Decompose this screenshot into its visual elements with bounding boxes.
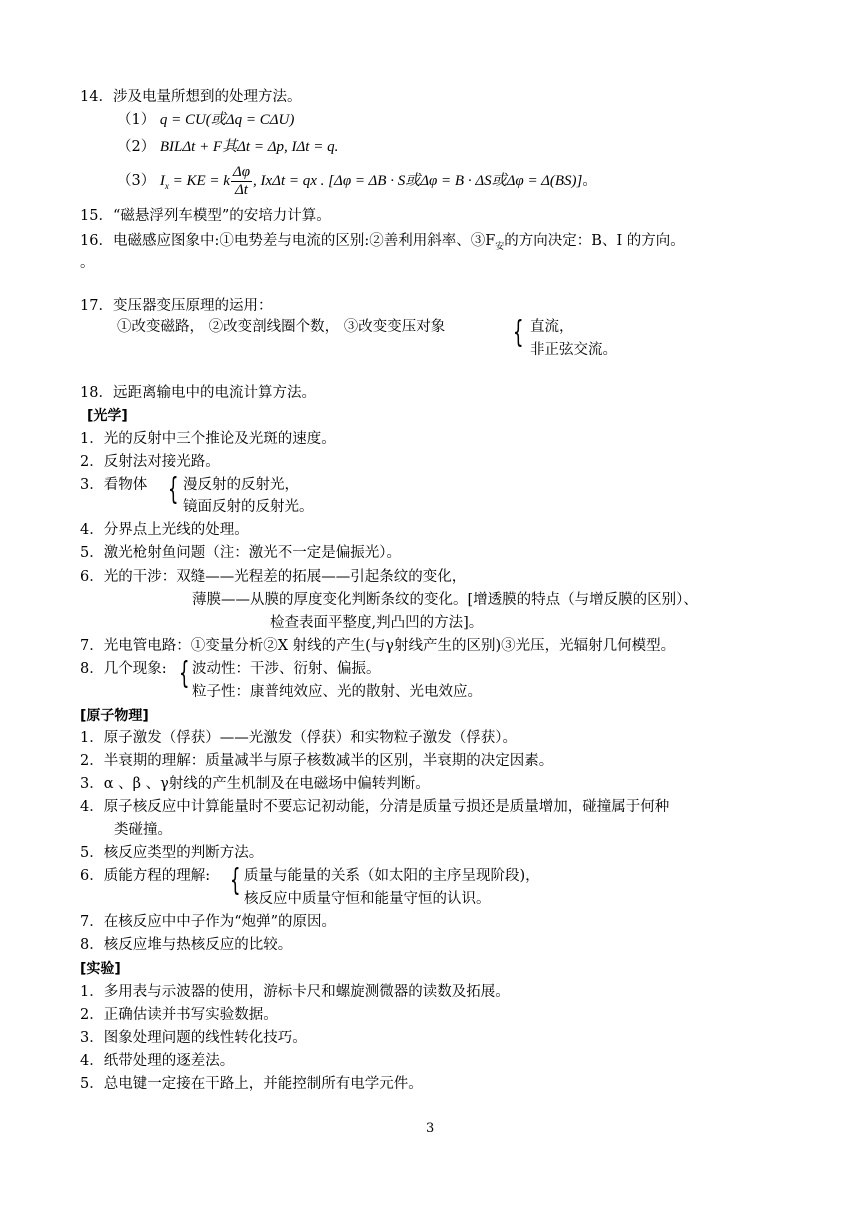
- experiment-item-4: 4．纸带处理的逐差法。: [80, 1053, 235, 1069]
- optics-item-3-branch-1: 漫反射的反射光，: [183, 477, 299, 493]
- item-17-branch-2: 非正弦交流。: [530, 342, 617, 358]
- page-number: 3: [426, 1121, 435, 1136]
- brace-icon: {: [179, 656, 190, 691]
- item-15: 15．“磁悬浮列车模型”的安培力计算。: [80, 208, 331, 224]
- optics-item-2: 2．反射法对接光路。: [80, 454, 220, 470]
- item-16: 16．电磁感应图象中:①电势差与电流的区别:②善利用斜率、$③F_安$的方向决定：B、I 的方向。: [80, 233, 685, 252]
- experiment-item-2: 2．正确估读并书写实验数据。: [80, 1007, 278, 1023]
- experiment-item-5: 5．总电键一定接在干路上，并能控制所有电学元件。: [80, 1076, 423, 1092]
- optics-item-6-film: 薄膜——从膜的厚度变化判断条纹的变化。[增透膜的特点（与增反膜的区别）、: [192, 592, 698, 608]
- atomic-item-3: 3．α 、β 、γ射线的产生机制及在电磁场中偏转判断。: [80, 776, 430, 792]
- section-title-experiment: [实验]: [80, 961, 121, 977]
- optics-item-3-branch-2: 镜面反射的反射光。: [183, 499, 314, 515]
- optics-item-8-branch-1: 波动性：干涉、衍射、偏振。: [192, 661, 381, 677]
- item-17-options: ①改变磁路， ②改变剖线圈个数， ③改变变压对象: [117, 319, 446, 335]
- atomic-item-7: 7．在核反应中中子作为“炮弹”的原因。: [80, 914, 337, 930]
- optics-item-6: 6．光的干涉：双缝——光程差的拓展——引起条纹的变化，: [80, 569, 467, 585]
- optics-item-8: 8．几个现象:: [80, 661, 167, 677]
- atomic-item-1: 1．原子激发（俘获）——光激发（俘获）和实物粒子激发（俘获）。: [80, 730, 517, 746]
- experiment-item-3: 3．图象处理问题的线性转化技巧。: [80, 1030, 307, 1046]
- optics-item-8-branch-2: 粒子性：康普纯效应、光的散射、光电效应。: [192, 684, 482, 700]
- optics-item-6-film-cont: 检查表面平整度,判凸凹的方法]。: [270, 615, 484, 631]
- atomic-item-6: 6．质能方程的理解:: [80, 868, 211, 884]
- item-17: 17．变压器变压原理的运用：: [80, 298, 273, 314]
- fraction: $\frac{\Delta\varphi}{\Delta t}$: [232, 164, 251, 198]
- atomic-item-5: 5．核反应类型的判断方法。: [80, 845, 264, 861]
- formula-14-1: q = CU(或Δq = CΔU): [159, 112, 295, 128]
- experiment-item-1: 1．多用表与示波器的使用，游标卡尺和螺旋测微器的读数及拓展。: [80, 984, 510, 1000]
- brace-icon: {: [513, 315, 524, 350]
- atomic-item-4-cont: 类碰撞。: [114, 822, 172, 838]
- optics-item-4: 4．分界点上光线的处理。: [80, 522, 249, 538]
- item-17-branch-1: 直流，: [530, 319, 574, 335]
- optics-item-3: 3．看物体: [80, 477, 148, 493]
- brace-icon: {: [230, 863, 241, 898]
- item-14: 14．涉及电量所想到的处理方法。: [80, 89, 302, 105]
- optics-item-1: 1．光的反射中三个推论及光斑的速度。: [80, 431, 336, 447]
- item-14-1: （1） q = CU(或Δq = CΔU): [117, 112, 295, 128]
- atomic-item-2: 2．半衰期的理解：质量减半与原子核数减半的区别，半衰期的决定因素。: [80, 753, 554, 769]
- optics-item-7: 7．光电管电路：①变量分析②X 射线的产生(与γ射线产生的区别)③光压，光辐射几何模型。: [80, 638, 676, 654]
- atomic-item-8: 8．核反应堆与热核反应的比较。: [80, 937, 293, 953]
- item-16-cont: 。: [80, 255, 95, 271]
- brace-icon: {: [168, 472, 179, 507]
- formula-14-2: BILΔt + F其Δt = Δp, IΔt = q.: [159, 139, 339, 155]
- item-14-3: （3） $I_x$ = KE = k $\frac{\Delta\varphi}{\Delta t}$ , IxΔt = qx . [Δφ = ΔB · S或Δφ = B · ΔS或Δφ = Δ(BS)]。: [117, 164, 597, 198]
- item-18: 18．远距离输电中的电流计算方法。: [80, 385, 316, 401]
- atomic-item-6-branch-1: 质量与能量的关系（如太阳的主序呈现阶段)，: [244, 868, 540, 884]
- formula-14-3: $I_x$ = KE = k $\frac{\Delta\varphi}{\Delta t}$ , IxΔt = qx . [Δφ = ΔB · S或Δφ = B · ΔS或Δφ = Δ(BS)]: [159, 164, 583, 198]
- atomic-item-6-branch-2: 核反应中质量守恒和能量守恒的认识。: [244, 891, 491, 907]
- item-14-2: （2） BILΔt + F其Δt = Δp, IΔt = q.: [117, 139, 339, 155]
- optics-item-5: 5．激光枪射鱼问题（注：激光不一定是偏振光）。: [80, 545, 401, 561]
- section-title-optics: [光学]: [87, 408, 128, 424]
- atomic-item-4: 4．原子核反应中计算能量时不要忘记初动能，分清是质量亏损还是质量增加，碰撞属于何种: [80, 799, 670, 815]
- section-title-atomic: [原子物理]: [80, 708, 149, 724]
